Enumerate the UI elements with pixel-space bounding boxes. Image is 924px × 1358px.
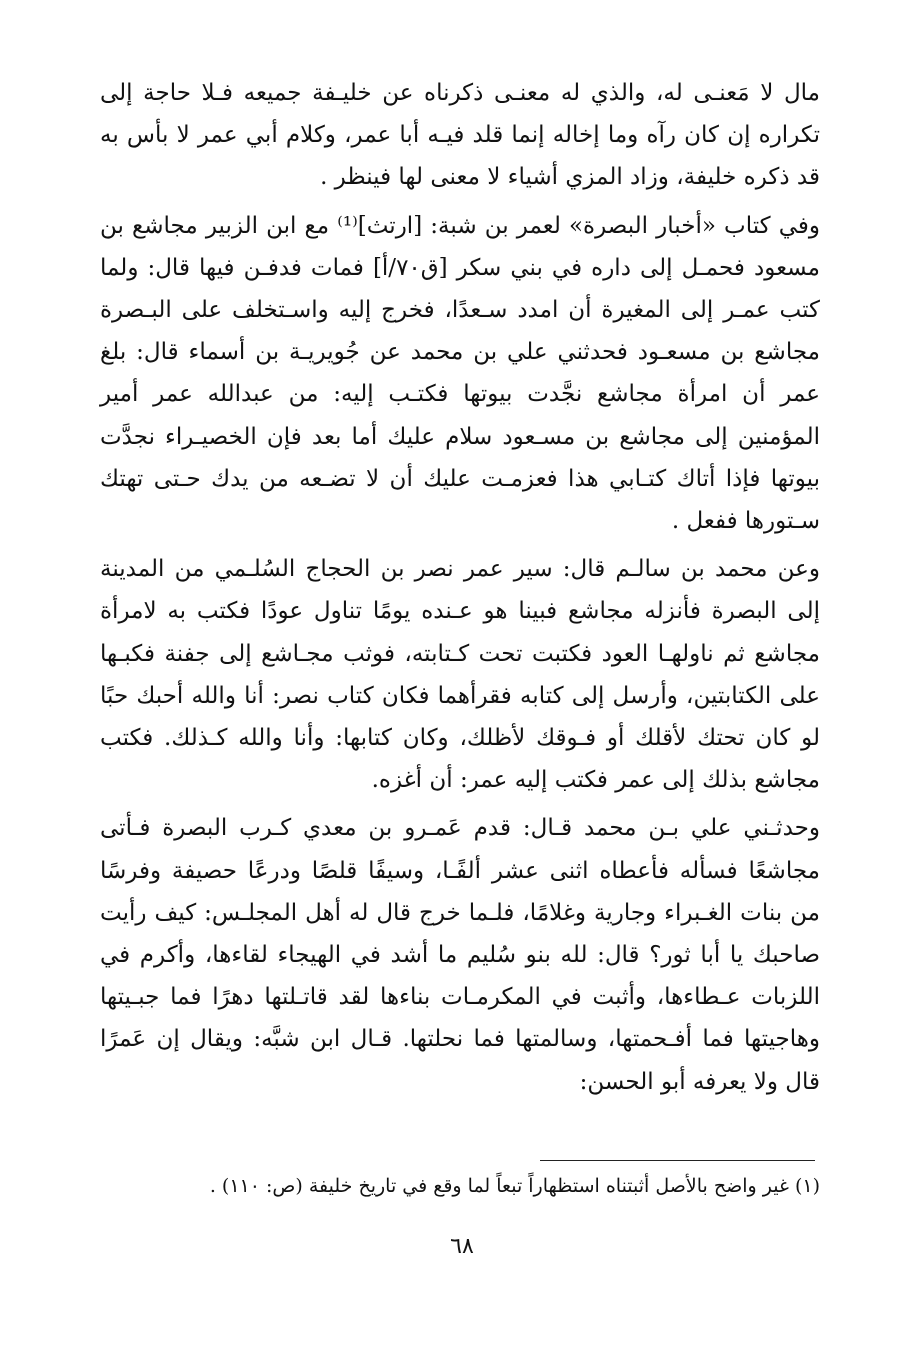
paragraph-2: وفي كتاب «أخبار البصرة» لعمر بن شبة: [ارتث]⁽¹⁾ مع ابن الزبير مجاشع بن مسعود فحمـل إلى داره في بني سكر [ق٧٠/أ] فمات فدفـن فيها قال: ولما كتب عمـر إلى المغيرة أن امدد سـعدًا، فخرج إليه واسـتخلف على البـصرة مجاشع بن مسعـود فحدثني علي بن محمد عن جُويريـة بن أسماء قال: بلغ عمر أن امرأة مجاشع نجَّدت بيوتها فكتـب إليه: من عبدالله عمر أمير المؤمنين إلى مجاشع بن مسـعود سلام عليك أما بعد فإن الخصيـراء نجدَّت بيوتها فإذا أتاك كتـابي هذا فعزمـت عليك أن لا تضـعه من يدك حـتى تهتك سـتورها ففعل .	[100, 212, 821, 535]
footnote: (١) غير واضح بالأصل أثبتناه استظهاراً تبعاً لما وقع في تاريخ خليفة (ص: ١١٠) .	[209, 1175, 820, 1197]
page-number: ٦٨	[450, 1234, 474, 1259]
footnote-divider	[540, 1160, 815, 1161]
paragraph-4: وحدثـني علي بـن محمد قـال: قدم عَمـرو بن معدي كـرب البصرة فـأتى مجاشعًا فسأله فأعطاه اثنى عشر ألفًـا، وسيفًا قلصًا ودرعًا حصيفة وفرسًا من بنات الغـبراء وجارية وغلامًا، فلـما خرج قال له أهل المجلـس: كيف رأيت صاحبك يا أبا ثور؟ قال: لله بنو سُليم ما أشد في الهيجاء لقاءها، وأكرم في اللزبات عـطاءها، وأثبت في المكرمـات بناءها لقد قاتـلتها دهرًا فما جبـيتها وهاجيتها فما أفـحمتها، وسالمتها فما نحلتها. قـال ابن شبَّه: ويقال إن عَمرًا قال ولا يعرفه أبو الحسن:	[100, 815, 820, 1095]
paragraph-3: وعن محمد بن سالـم قال: سير عمر نصر بن الحجاج السُلـمي من المدينة إلى البصرة فأنزله مجاشع فبينا هو عـنده يومًا تناول عودًا فكتب به لامرأة مجاشع ثم ناولهـا العود فكتبت تحت كـتابته، فوثب مجـاشع إلى جفنة فكبـها على الكتابتين، وأرسل إلى كتابه فقرأهما فكان كتاب نصر: أنا والله أحبك حبًا لو كان تحتك لأقلك أو فـوقك لأظلك، وكان كتابها: وأنا والله كـذلك. فكتب مجاشع بذلك إلى عمر فكتب إليه عمر: أن أغزه.	[100, 556, 820, 794]
paragraph-1: مال لا مَعنـى له، والذي له معنـى ذكرناه عن خليـفة جميعه فـلا حاجة إلى تكراره إن كان رآه وما إخاله إنما قلد فيـه أبا عمر، وكلام أبي عمر لا بأس به قد ذكره خليفة، وزاد المزي أشياء لا معنى لها فينظر .	[100, 80, 820, 191]
main-text	[100, 72, 820, 1107]
